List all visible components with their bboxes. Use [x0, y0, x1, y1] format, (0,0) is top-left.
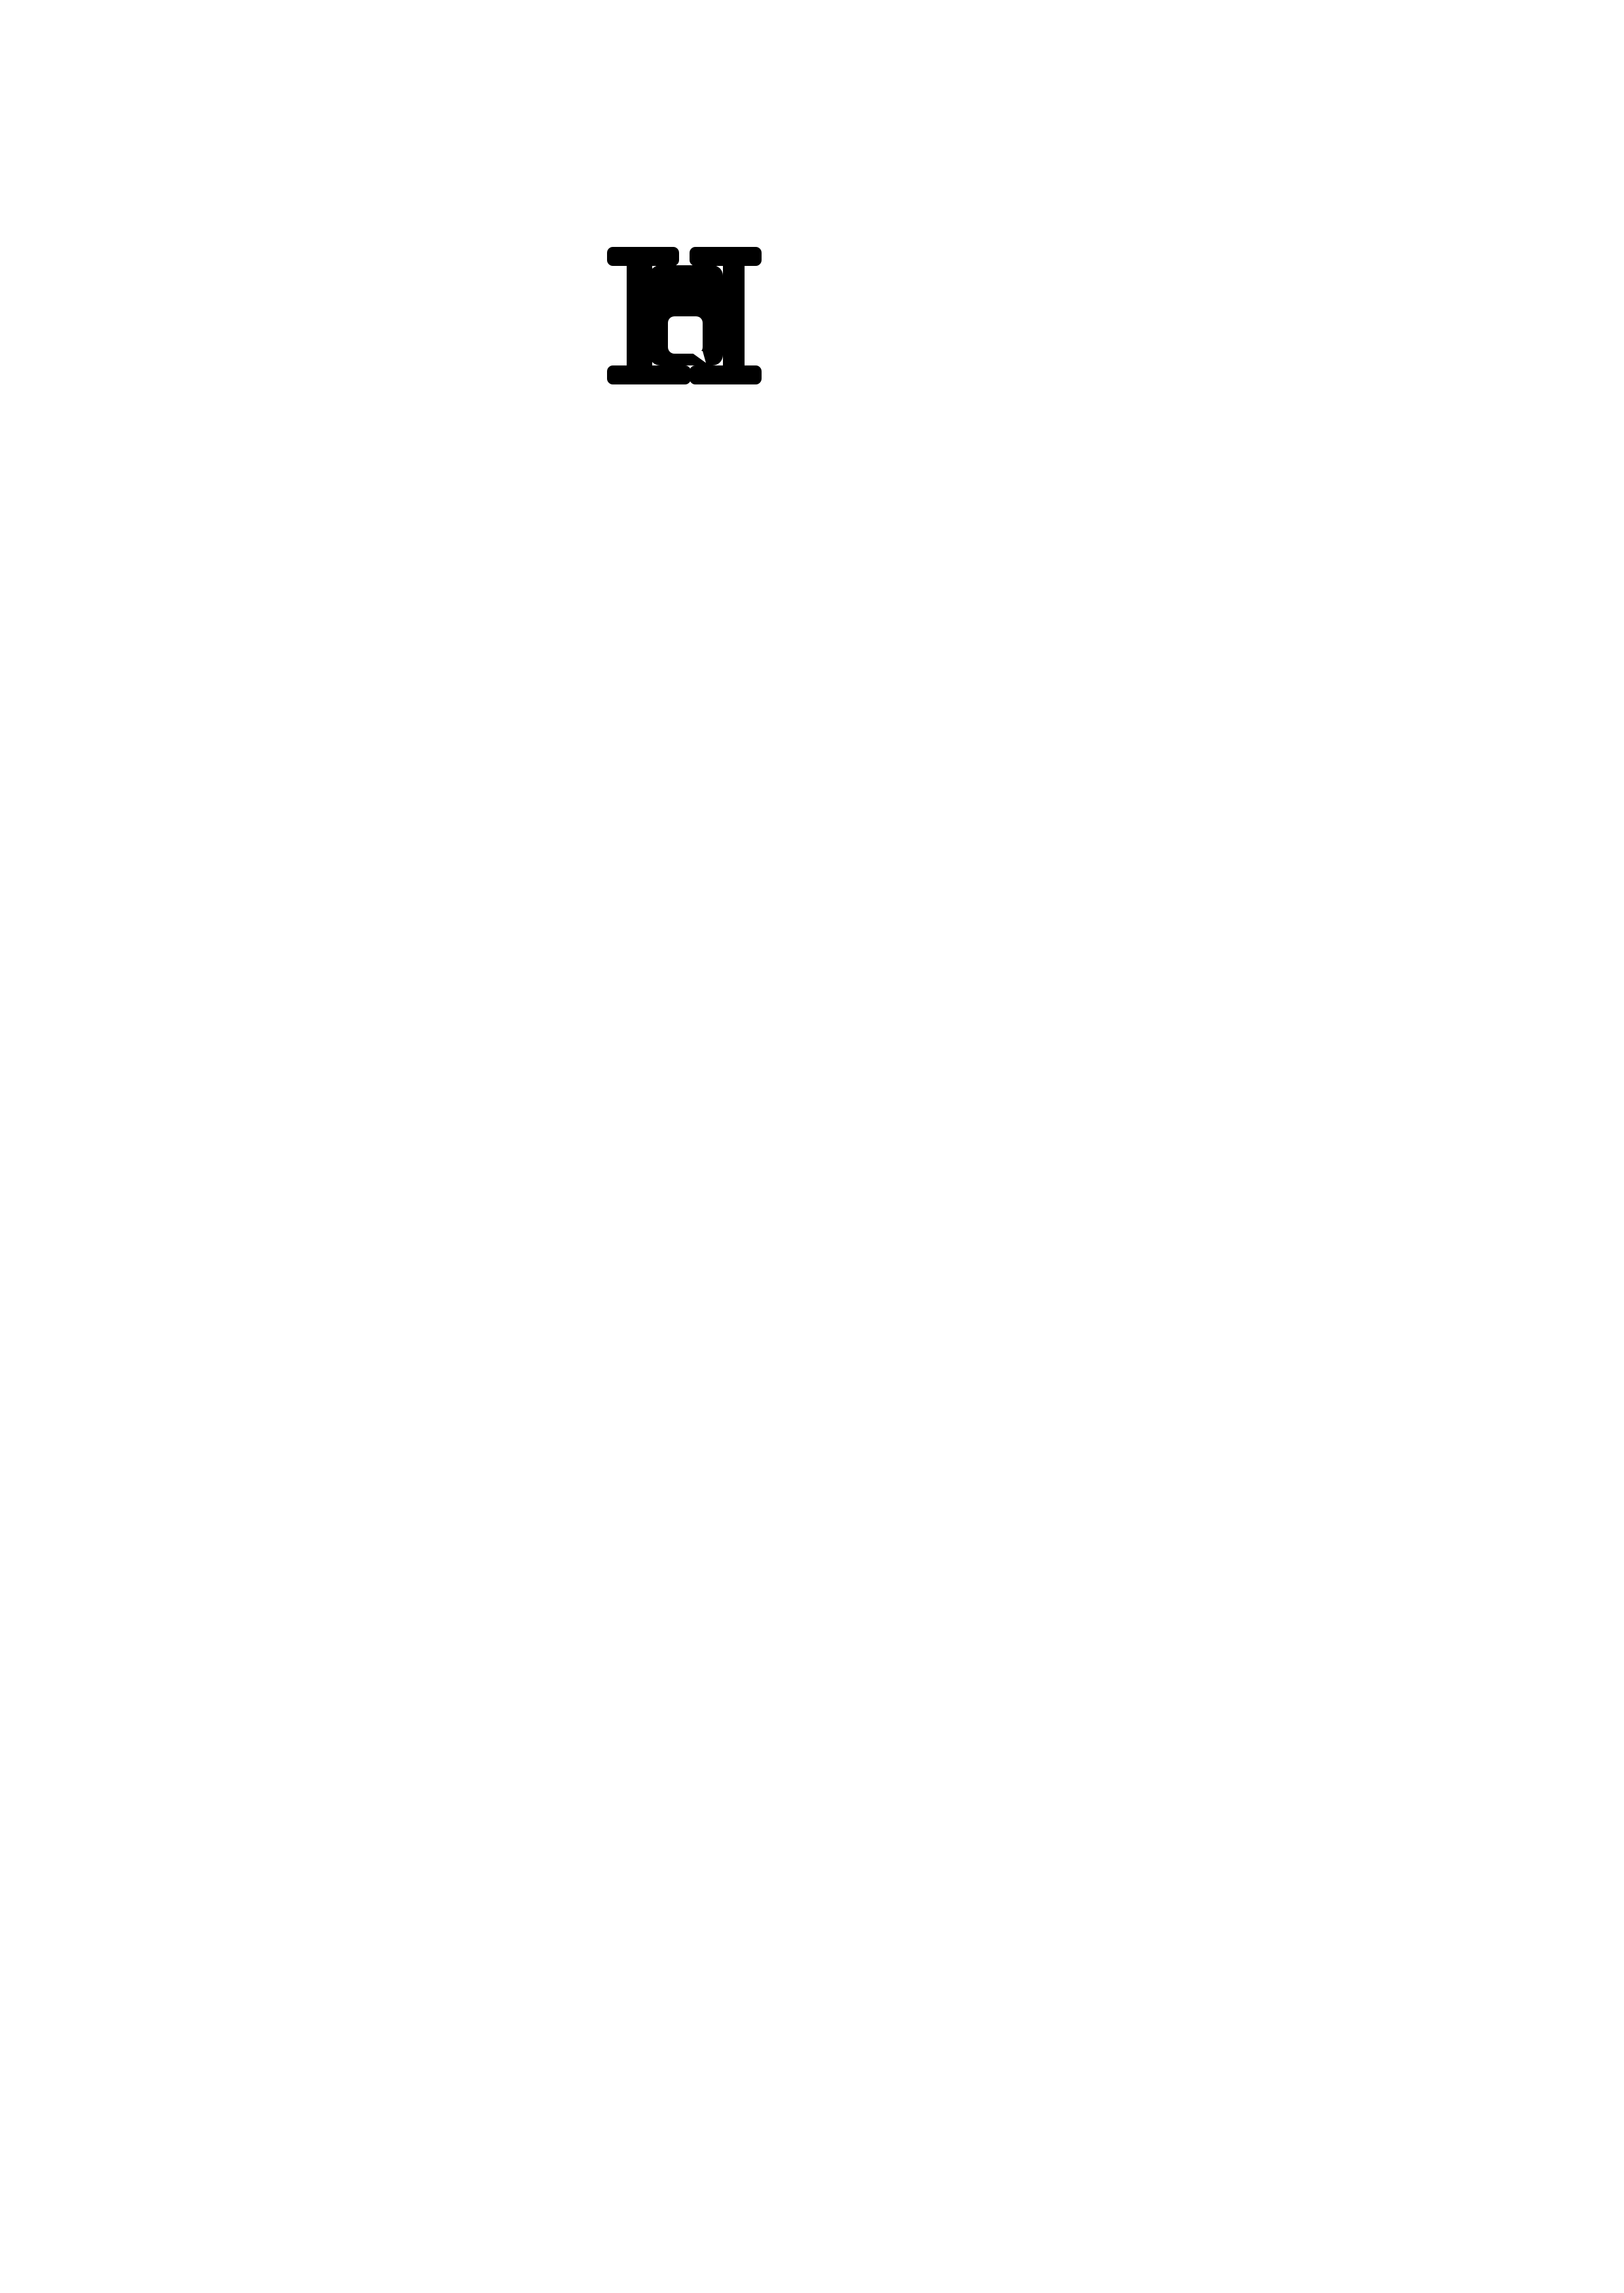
award-line	[0, 1275, 1373, 1338]
logo-title-line2	[0, 448, 1373, 497]
awarded-label	[0, 916, 1373, 980]
award-text-block	[0, 1275, 1373, 1592]
award-line	[0, 1402, 1373, 1465]
signature	[327, 1739, 864, 2079]
footer-year	[0, 2144, 1486, 2190]
award-line	[0, 1338, 1373, 1402]
logo-subtitle	[0, 500, 1373, 536]
org-header-line2	[0, 166, 1373, 195]
award-line	[0, 1529, 1373, 1592]
library-logo-icon	[606, 246, 763, 385]
award-line	[0, 1465, 1373, 1529]
org-header-line1	[0, 136, 1373, 165]
recipient-name	[0, 1090, 1373, 1214]
logo-title-line1	[0, 401, 1373, 450]
footer-block	[0, 2098, 1486, 2190]
diploma-title	[0, 622, 1373, 861]
footer-city	[0, 2098, 1486, 2144]
